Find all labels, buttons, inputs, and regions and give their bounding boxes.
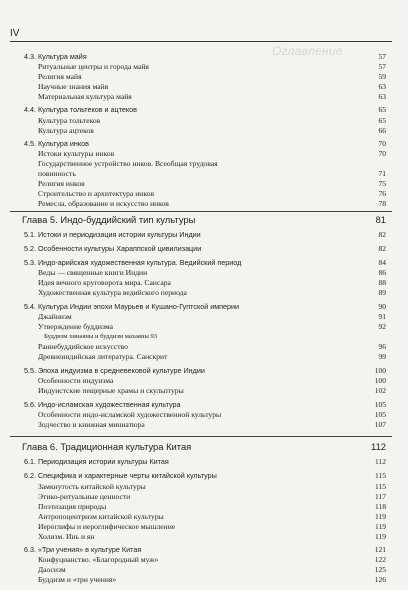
- toc-entry-title: Особенности индуизма: [38, 376, 114, 385]
- toc-entry-subsection[interactable]: [0, 92, 408, 104]
- toc-entry-subsection[interactable]: [0, 288, 408, 300]
- toc-entry-title: Ремесла, образование и искусство инков: [38, 199, 169, 208]
- toc-entry-page: 57: [378, 52, 386, 61]
- toc-entry-title: 5.5. Эпоха индуизма в средневековой культуре Индии: [24, 366, 205, 375]
- toc-entry-chapter[interactable]: [0, 214, 408, 226]
- toc-entry-title: Религия майя: [38, 72, 82, 81]
- toc-entry-page: 71: [378, 169, 386, 178]
- toc-entry-page: 115: [375, 482, 386, 491]
- toc-entry-page: 82: [378, 244, 386, 253]
- toc-entry-title: 6.2. Специфика и характерные черты китайской культуры: [24, 471, 217, 480]
- toc-entry-title: Истоки культуры инков: [38, 149, 115, 158]
- toc-entry-title: Художественная культура ведийского периода: [38, 288, 187, 297]
- toc-entry-title: Особенности индо-исламской художественной культуры: [38, 410, 222, 419]
- toc-entry-chapter[interactable]: [0, 441, 408, 453]
- toc-entry-page: 86: [378, 268, 386, 277]
- toc-chapter-page: 81: [375, 214, 386, 225]
- toc-entry-title: Научные знания майя: [38, 82, 109, 91]
- toc-entry-title: 5.6. Индо-исламская художественная культура: [24, 400, 181, 409]
- toc-chapter-title: Глава 6. Традиционная культура Китая: [22, 441, 192, 452]
- toc-entry-title: Веды — священные книги Индии: [38, 268, 148, 277]
- toc-entry-title: Джайнизм: [38, 312, 72, 321]
- toc-entry-page: 82: [378, 230, 386, 239]
- toc-entry-page: 76: [378, 189, 386, 198]
- toc-entry-page: 75: [378, 179, 386, 188]
- toc-entry-title: 4.3. Культура майя: [24, 52, 87, 61]
- toc-entry-title: Идея вечного круговорота мира. Сансара: [38, 278, 171, 287]
- toc-entry-page: 112: [375, 457, 386, 466]
- toc-entry-title: Буддизм и «три учения»: [38, 575, 117, 584]
- page-roman-numeral: IV: [10, 28, 20, 39]
- toc-entry-page: 105: [374, 410, 386, 419]
- toc-entry-page: 63: [378, 82, 386, 91]
- toc-entry-page: 121: [374, 545, 386, 554]
- toc-entry-page: 70: [378, 149, 386, 158]
- toc-entry-subsection[interactable]: [0, 352, 408, 364]
- toc-entry-title: Замкнутость китайской культуры: [38, 482, 146, 491]
- toc-entry-page: 119: [375, 522, 386, 531]
- toc-entry-title: Раннебуддийское искусство: [38, 342, 128, 351]
- toc-entry-page: 92: [378, 322, 386, 331]
- toc-entry-page: 89: [378, 288, 386, 297]
- toc-entry-title: Иероглифы и иероглифическое мышление: [38, 522, 176, 531]
- toc-entry-title: 4.4. Культура тольтеков и ацтеков: [24, 105, 137, 114]
- bleed-through-heading: Оглавление: [272, 44, 343, 58]
- toc-entry-title: 4.5. Культура инков: [24, 139, 89, 148]
- toc-entry-page: 105: [374, 400, 386, 409]
- toc-entry-title: Буддизм хинаяны и буддизм махаяны 93: [44, 333, 158, 340]
- chapter-rule: [10, 211, 392, 212]
- toc-entry-page: 59: [378, 72, 386, 81]
- toc-entry-subsection[interactable]: [0, 386, 408, 398]
- chapter-rule: [10, 436, 392, 437]
- toc-entry-page: 107: [374, 420, 386, 429]
- toc-entry-title: Утверждение буддизма: [38, 322, 113, 331]
- toc-entry-page: 63: [378, 92, 386, 101]
- toc-chapter-page: 112: [371, 441, 386, 452]
- toc-entry-title: повинность: [38, 169, 76, 178]
- toc-entry-subsection[interactable]: [0, 575, 408, 587]
- toc-entry-title: Зодчество и книжная миниатюра: [38, 420, 145, 429]
- toc-entry-page: 78: [378, 199, 386, 208]
- toc-entry-title: Антропоцентризм китайской культуры: [38, 512, 164, 521]
- toc-entry-title: Культура ацтеков: [38, 126, 94, 135]
- toc-chapter-title: Глава 5. Индо-буддийский тип культуры: [22, 214, 196, 225]
- toc-entry-page: 118: [375, 502, 386, 511]
- toc-entry-title: Ритуальные центры и города майя: [38, 62, 149, 71]
- toc-entry-page: 66: [378, 126, 386, 135]
- toc-entry-page: 70: [378, 139, 386, 148]
- toc-entry-page: 88: [378, 278, 386, 287]
- toc-entry-page: 100: [374, 366, 386, 375]
- toc-entry-title: Холизм. Инь и ян: [38, 532, 95, 541]
- toc-entry-page: 65: [378, 116, 386, 125]
- toc-entry-page: 119: [375, 532, 386, 541]
- toc-entry-title: Индуистские пещерные храмы и скульптуры: [38, 386, 184, 395]
- toc-entry-page: 102: [374, 386, 386, 395]
- toc-entry-subsection[interactable]: [0, 420, 408, 432]
- toc-entry-title: 5.1. Истоки и периодизация истории культуры Индии: [24, 230, 201, 239]
- toc-entry-title: Религия инков: [38, 179, 85, 188]
- header-rule: [10, 41, 392, 42]
- toc-entry-page: 65: [378, 105, 386, 114]
- toc-entry-title: Государственное устройство инков. Всеобщая трудовая: [38, 159, 218, 168]
- toc-entry-section[interactable]: [0, 244, 408, 256]
- toc-entry-title: Культура тольтеков: [38, 116, 101, 125]
- toc-entry-page: 57: [378, 62, 386, 71]
- toc-entry-title: 5.4. Культура Индии эпохи Маурьев и Кушано-Гуптской империи: [24, 302, 240, 311]
- toc-entry-page: 96: [378, 342, 386, 351]
- toc-entry-subsection[interactable]: [0, 532, 408, 544]
- toc-entry-page: 99: [378, 352, 386, 361]
- toc-entry-subsection[interactable]: [0, 199, 408, 211]
- toc-entry-title: 6.3. «Три учения» в культуре Китая: [24, 545, 142, 554]
- toc-entry-page: 115: [375, 471, 386, 480]
- toc-entry-page: 84: [378, 258, 386, 267]
- toc-entry-page: 91: [378, 312, 386, 321]
- toc-entry-title: Поэтизация природы: [38, 502, 107, 511]
- toc-entry-page: 100: [374, 376, 386, 385]
- toc-entry-title: 5.3. Индо-арийская художественная культура. Ведийский период: [24, 258, 242, 267]
- toc-entry-title: Строительство и архитектура инков: [38, 189, 155, 198]
- toc-entry-page: 122: [374, 555, 386, 564]
- toc-entry-page: 90: [378, 302, 386, 311]
- toc-entry-title: Конфуцианство. «Благородный муж»: [38, 555, 159, 564]
- toc-entry-page: 119: [375, 512, 386, 521]
- toc-entry-title: Материальная культура майя: [38, 92, 132, 101]
- toc-entry-title: 6.1. Периодизация истории культуры Китая: [24, 457, 169, 466]
- toc-entry-page: 125: [374, 565, 386, 574]
- toc-entry-section[interactable]: [0, 230, 408, 242]
- toc-entry-title: Даосизм: [38, 565, 66, 574]
- toc-entry-page: 117: [375, 492, 386, 501]
- toc-entry-section[interactable]: [0, 457, 408, 469]
- toc-entry-title: Древнеиндийская литература. Санскрит: [38, 352, 168, 361]
- toc-entry-title: Этико-ритуальные ценности: [38, 492, 131, 501]
- toc-entry-page: 126: [374, 575, 386, 584]
- toc-entry-title: 5.2. Особенности культуры Хараппской цивилизации: [24, 244, 202, 253]
- toc-entry-subsection[interactable]: [0, 126, 408, 138]
